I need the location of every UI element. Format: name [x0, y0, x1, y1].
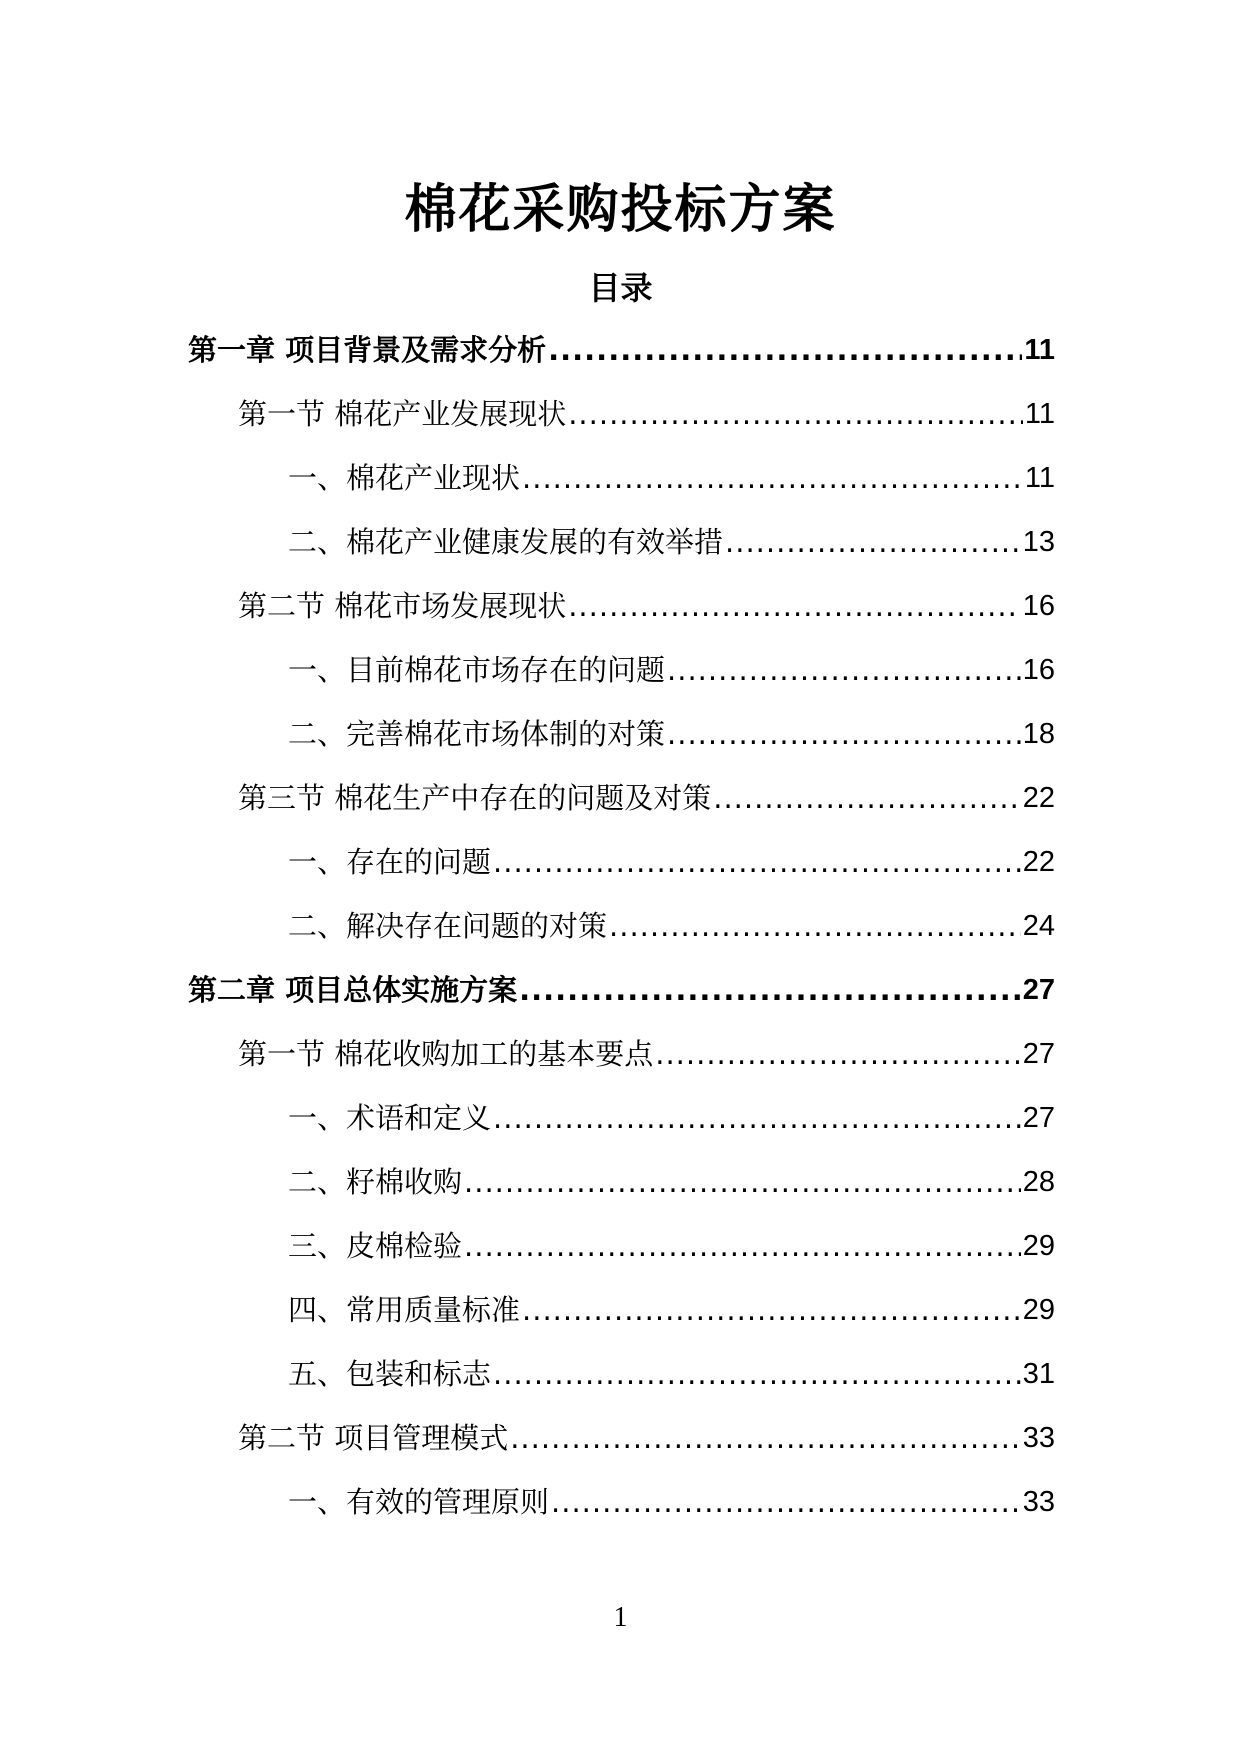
- toc-entry-label: 二、完善棉花市场体制的对策: [288, 717, 666, 751]
- toc-entry-label: 四、常用质量标准: [288, 1293, 521, 1327]
- toc-entry-section[interactable]: [238, 778, 1055, 818]
- toc-entry-label: 三、皮棉检验: [288, 1229, 463, 1263]
- toc-entry-page: 27: [1022, 1102, 1055, 1134]
- toc-dot-leader: [522, 1290, 1021, 1330]
- toc-dot-leader: [522, 458, 1023, 498]
- toc-heading: 目录: [588, 269, 653, 307]
- toc-entry-label: 二、棉花产业健康发展的有效举措: [288, 525, 724, 559]
- toc-entry-section[interactable]: [238, 1034, 1055, 1074]
- toc-entry-subsection[interactable]: [288, 906, 1055, 946]
- toc-entry-subsection[interactable]: [288, 1098, 1055, 1138]
- toc-entry-page: 11: [1024, 398, 1055, 430]
- toc-entry-page: 22: [1022, 782, 1055, 814]
- toc-entry-subsection[interactable]: [288, 650, 1055, 690]
- toc-dot-leader: [519, 970, 1021, 1010]
- toc-entry-page: 18: [1022, 718, 1055, 750]
- toc-entry-page: 22: [1022, 846, 1055, 878]
- toc-entry-label: 一、存在的问题: [288, 845, 492, 879]
- toc-entry-page: 29: [1022, 1230, 1055, 1262]
- toc-dot-leader: [510, 1418, 1021, 1458]
- toc-entry-subsection[interactable]: [288, 1162, 1055, 1202]
- toc-entry-label: 第二章 项目总体实施方案: [188, 973, 518, 1007]
- toc-entry-label: 五、包装和标志: [288, 1357, 492, 1391]
- toc-dot-leader: [464, 1226, 1021, 1266]
- toc-entry-subsection[interactable]: [288, 458, 1055, 498]
- toc-entry-label: 二、籽棉收购: [288, 1165, 463, 1199]
- toc-dot-leader: [655, 1034, 1021, 1074]
- toc-dot-leader: [548, 330, 1022, 370]
- toc-entry-page: 13: [1022, 526, 1055, 558]
- toc-entry-page: 16: [1022, 590, 1055, 622]
- toc-dot-leader: [493, 1098, 1021, 1138]
- toc-entry-page: 33: [1022, 1486, 1055, 1518]
- toc-entry-subsection[interactable]: [288, 1482, 1055, 1522]
- toc-entry-page: 31: [1022, 1358, 1055, 1390]
- document-title: 棉花采购投标方案: [404, 180, 837, 240]
- toc-entry-label: 第三节 棉花生产中存在的问题及对策: [238, 781, 712, 815]
- toc-entry-page: 33: [1022, 1422, 1055, 1454]
- toc-entry-label: 第一节 棉花产业发展现状: [238, 397, 567, 431]
- toc-entry-page: 27: [1022, 1038, 1055, 1070]
- toc-entry-label: 一、术语和定义: [288, 1101, 492, 1135]
- toc-entry-section[interactable]: [238, 586, 1055, 626]
- toc-dot-leader: [493, 1354, 1021, 1394]
- toc-dot-leader: [568, 586, 1021, 626]
- toc-dot-leader: [667, 650, 1021, 690]
- toc-dot-leader: [568, 394, 1023, 434]
- toc-dot-leader: [551, 1482, 1021, 1522]
- toc-dot-leader: [725, 522, 1021, 562]
- page-number: 1: [613, 1602, 628, 1633]
- toc-entry-subsection[interactable]: [288, 1354, 1055, 1394]
- toc-entry-subsection[interactable]: [288, 522, 1055, 562]
- toc-entry-page: 11: [1024, 334, 1055, 366]
- toc-entry-label: 一、棉花产业现状: [288, 461, 521, 495]
- toc-entry-label: 第二节 项目管理模式: [238, 1421, 509, 1455]
- toc-entry-subsection[interactable]: [288, 1226, 1055, 1266]
- toc-entry-page: 28: [1022, 1166, 1055, 1198]
- toc-entry-subsection[interactable]: [288, 714, 1055, 754]
- toc-entry-label: 一、有效的管理原则: [288, 1485, 550, 1519]
- toc-entry-label: 一、目前棉花市场存在的问题: [288, 653, 666, 687]
- toc-entry-subsection[interactable]: [288, 842, 1055, 882]
- toc-entry-page: 27: [1022, 974, 1055, 1006]
- toc-dot-leader: [713, 778, 1021, 818]
- toc-entry-label: 第二节 棉花市场发展现状: [238, 589, 567, 623]
- toc-dot-leader: [464, 1162, 1021, 1202]
- toc-entry-subsection[interactable]: [288, 1290, 1055, 1330]
- toc-entry-label: 第一节 棉花收购加工的基本要点: [238, 1037, 654, 1071]
- toc-entry-page: 11: [1024, 462, 1055, 494]
- toc-entry-label: 第一章 项目背景及需求分析: [188, 333, 547, 367]
- toc-entry-section[interactable]: [238, 1418, 1055, 1458]
- toc-entry-label: 二、解决存在问题的对策: [288, 909, 608, 943]
- toc-entry-section[interactable]: [238, 394, 1055, 434]
- toc-dot-leader: [609, 906, 1021, 946]
- toc-entry-page: 16: [1022, 654, 1055, 686]
- toc-entry-chapter[interactable]: [188, 970, 1055, 1010]
- toc-entry-page: 29: [1022, 1294, 1055, 1326]
- toc-dot-leader: [493, 842, 1021, 882]
- toc-entry-page: 24: [1022, 910, 1055, 942]
- toc-entry-chapter[interactable]: [188, 330, 1055, 370]
- toc-dot-leader: [667, 714, 1021, 754]
